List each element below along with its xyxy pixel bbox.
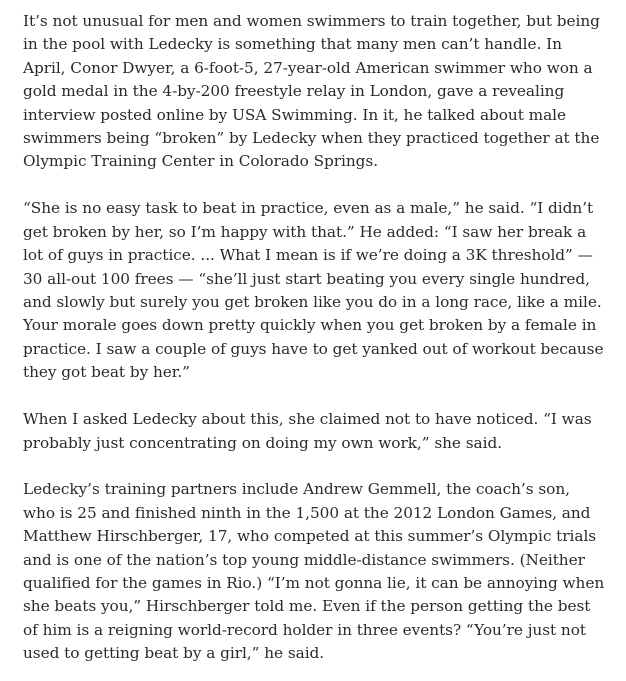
paragraph-4: Ledecky’s training partners include Andrew Gemmell, the coach’s son, who is 25 and finished ninth in the 1,500 at the 2012 London Games, and Matthew Hirschberger, 17, who competed at this summer’s Olympic trials and is one of the nation’s top young middle-distance swimmers. (Neither qualified for the games in Rio.) “I’m not gonna lie, it can be annoying when she beats you,” Hirschberger told me. Even if the person getting the best of him is a reigning world-record holder in three events? “You’re just not used to getting beat by a girl,” he said.	[23, 480, 605, 663]
paragraph-2: “She is no easy task to beat in practice, even as a male,” he said. “I didn’t get broken by her, so I’m happy with that.” He added: “I saw her break a lot of guys in practice. ... What I mean is if we’re doing a 3K threshold” — 30 all-out 100 frees — “she’ll just start beating you every single hundred, and slowly but surely you get broken like you do in a long race, like a mile. Your morale goes down pretty quickly when you get broken by a female in practice. I saw a couple of guys have to get yanked out of workout because they got beat by her.”	[23, 199, 604, 382]
paragraph-1: It’s not unusual for men and women swimmers to train together, but being in the pool with Ledecky is something that many men can’t handle. In April, Conor Dwyer, a 6-foot-5, 27-year-old American swimmer who won a gold medal in the 4-by-200 freestyle relay in London, gave a revealing interview posted online by USA Swimming. In it, he talked about male swimmers being “broken” by Ledecky when they practiced together at the Olympic Training Center in Colorado Springs.	[23, 12, 600, 171]
paragraph-3: When I asked Ledecky about this, she claimed not to have noticed. “I was probably just concentrating on doing my own work,” she said.	[23, 410, 592, 452]
